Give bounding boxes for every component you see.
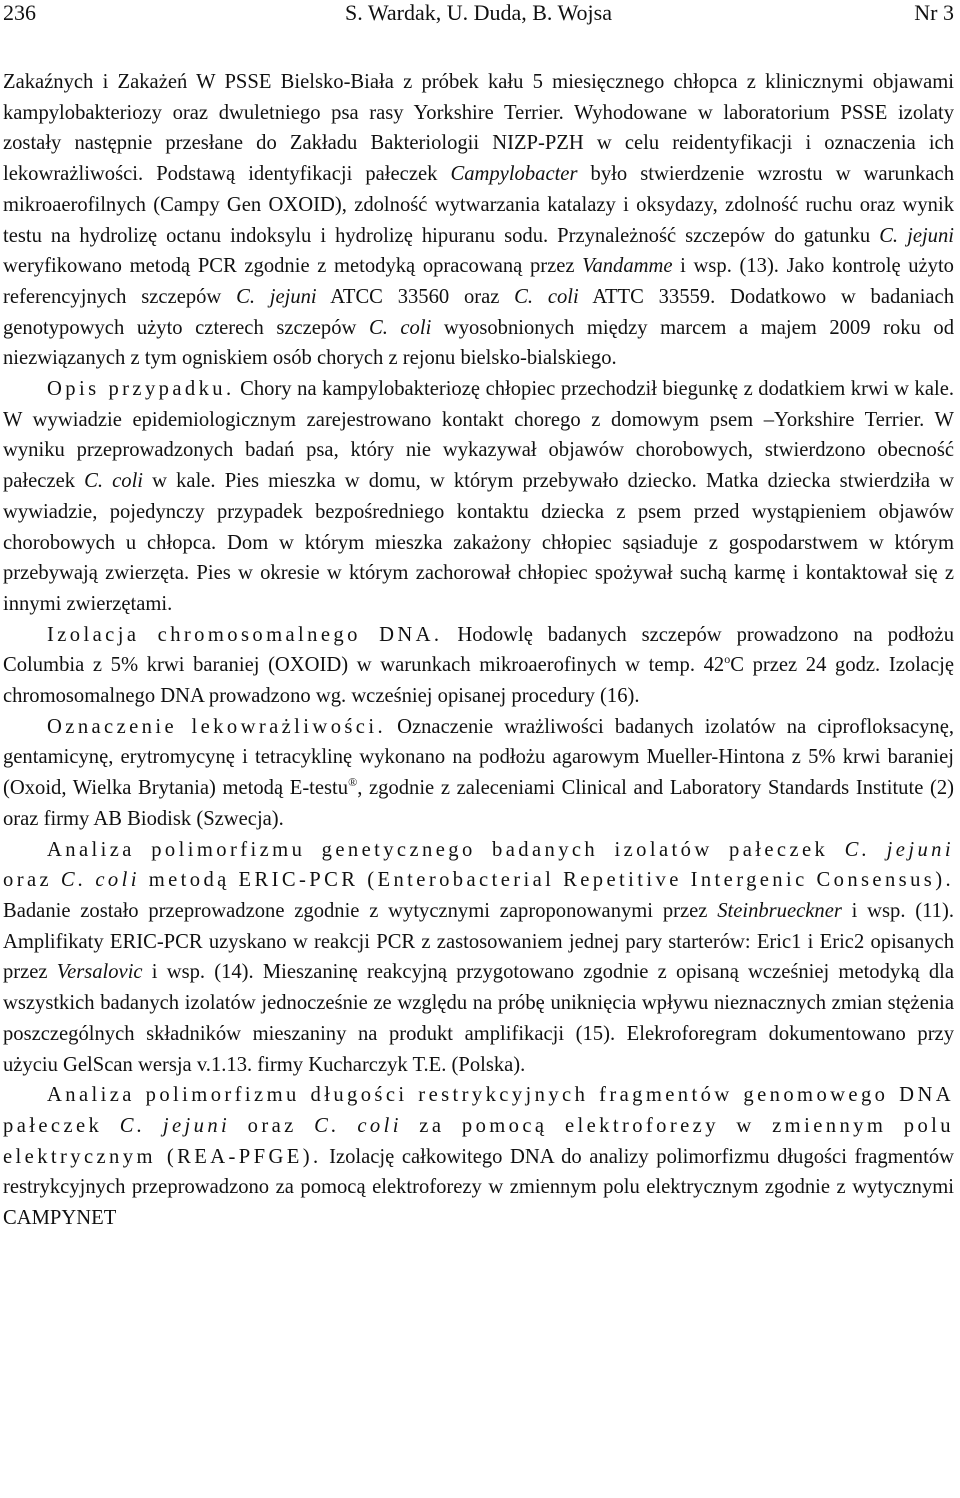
italic-term: Steinbrueckner	[717, 899, 842, 922]
section-heading: C. jejuni	[119, 1114, 231, 1137]
italic-term: Campylobacter	[450, 163, 578, 186]
section-heading: za pomocą elektroforezy w zmiennym polu elektrycznym (REA-PFGE).	[3, 1114, 954, 1168]
text-run: Zakaźnych i Zakażeń W PSSE Bielsko-Biała z próbek kału 5 miesięcznego chłopca z klinicznymi objawami kampylobakteriozy oraz dwuletniego psa rasy Yorkshire Terrier. Wyhodowane w laboratorium PSSE izolaty zostały następnie przesłane do Zakładu Bakteriologii NIZP-PZH w celu reidentyfikacji i oznaczenia ich lekowrażliwości. Podstawą identyfikacji pałeczek	[3, 71, 954, 186]
text-run: Hodowlę badanych szczepów prowadzono na podłożu Columbia z 5% krwi baraniej (OXOID) w warunkach mikroaerofinych w temp. 42	[3, 623, 954, 677]
paragraph-rea-pfge	[3, 1080, 954, 1234]
italic-term: C. coli	[368, 316, 432, 339]
paragraph-oznaczenie-lekowrazliwosci	[3, 712, 954, 835]
body-text	[3, 67, 954, 1234]
text-run: było stwierdzenie wzrostu w warunkach mikroaerofilnych (Campy Gen OXOID), zdolność wytwarzania katalazy i oksydazy, zdolność ruchu oraz wynik testu na hydrolizę octanu indoksylu i hydrolizę hipuranu sodu. Przynależność szczepów do gatunku	[3, 163, 954, 247]
text-run: w kale. Pies mieszka w domu, w którym przebywało dziecko. Matka dziecka stwierdziła w wywiadzie, pojedynczy przypadek bezpośredniego kontaktu dziecka z psem przed wystąpieniem objawów chorobowych u chłopca. Dom w którym mieszka zakażony chłopiec sąsiaduje z gospodarstwem w którym przebywają zwierzęta. Pies w okresie w którym zachorował chłopiec spożywał suchą karmę i kontaktował się z innymi zwierzętami.	[3, 470, 954, 615]
text-run: i wsp. (11). Amplifikaty ERIC-PCR uzyskano w reakcji PCR z zastosowaniem jednej pary starterów: Eric1 i Eric2 opisanych przez	[3, 899, 954, 984]
superscript: ®	[348, 775, 358, 790]
section-heading: Analiza polimorfizmu genetycznego badanych izolatów pałeczek	[47, 838, 845, 861]
text-run: Badanie zostało przeprowadzone zgodnie z wytycznymi zaproponowanymi przez	[3, 899, 718, 922]
running-head	[3, 0, 954, 30]
italic-term: Versalovic	[56, 961, 143, 984]
text-run: C przez 24 godz. Izolację chromosomalnego DNA prowadzono wg. wcześniej opisanej procedury (16).	[3, 654, 954, 708]
section-heading: metodą ERIC-PCR (Enterobacterial Repetitive Intergenic Consensus).	[139, 869, 955, 892]
text-run: Izolację całkowitego DNA do analizy polimorfizmu długości fragmentów restrykcyjnych przeprowadzono za pomocą elektroforezy w zmiennym polu elektrycznym zgodnie z wytycznymi CAMPYNET	[3, 1145, 954, 1230]
text-run: ATTC 33559. Dodatkowo w badaniach genotypowych użyto czterech szczepów	[3, 285, 954, 339]
section-heading: C. coli	[60, 869, 140, 892]
issue-number: Nr 3	[914, 0, 954, 25]
section-heading: C. jejuni	[844, 838, 954, 861]
italic-term: C. coli	[84, 470, 144, 493]
text-run: weryfikowano metodą PCR zgodnie z metodyką opracowaną przez	[3, 255, 583, 278]
italic-term: C. coli	[514, 285, 579, 308]
italic-term: C. jejuni	[236, 285, 317, 308]
running-title-authors: S. Wardak, U. Duda, B. Wojsa	[345, 0, 612, 25]
superscript: o	[724, 652, 731, 667]
text-run: i wsp. (14). Mieszaninę reakcyjną przygotowano zgodnie z opisaną wcześniej metodyką dla wszystkich badanych izolatów jednocześnie ze względu na próbę uniknięcia wpływu nieznacznych zmian stężenia poszczególnych składników mieszaniny na produkt amplifikacji (15). Elekroforegram dokumentowano przy użyciu GelScan wersja v.1.13. firmy Kucharczyk T.E. (Polska).	[3, 961, 954, 1076]
paragraph-eric-pcr	[3, 835, 954, 1081]
section-heading: Oznaczenie lekowrażliwości.	[47, 715, 387, 738]
paragraph-izolacja-dna	[3, 620, 954, 712]
text-run: Chory na kampylobakteriozę chłopiec przechodził biegunkę z dodatkiem krwi w kale. W wywiadzie epidemiologicznym zarejestrowano kontakt chorego z domowym psem –Yorkshire Terrier. W wyniku przeprowadzonych badań psa, który nie wykazywał objawów chorobowych, stwierdzono obecność pałeczek	[3, 378, 954, 493]
section-heading: Izolacja chromosomalnego DNA.	[47, 623, 443, 646]
italic-term: C. jejuni	[879, 224, 954, 247]
paragraph-material	[3, 67, 954, 374]
text-run: i wsp. (13). Jako kontrolę użyto referencyjnych szczepów	[3, 255, 954, 308]
section-heading: Opis przypadku.	[47, 378, 235, 401]
text-run: , zgodnie z zaleceniami Clinical and Laboratory Standards Institute (2) oraz firmy AB Biodisk (Szwecja).	[3, 777, 954, 830]
journal-page	[3, 0, 954, 1234]
text-run: ATCC 33560 oraz	[316, 285, 515, 308]
section-heading: C. coli	[314, 1114, 402, 1137]
section-heading: Analiza polimorfizmu długości restrykcyjnych fragmentów genomowego DNA pałeczek	[3, 1084, 954, 1137]
italic-term: Vandamme	[582, 255, 673, 278]
page-number: 236	[3, 0, 36, 25]
paragraph-opis-przypadku	[3, 374, 954, 620]
section-heading: oraz	[3, 869, 61, 892]
text-run: wyosobnionych między marcem a majem 2009 roku od niezwiązanych z tym ogniskiem osób chorych z rejonu bielsko-bialskiego.	[3, 316, 955, 370]
text-run: Oznaczenie wrażliwości badanych izolatów na ciprofloksacynę, gentamicynę, erytromycynę i tetracyklinę wykonano na podłożu agarowym Mueller-Hintona z 5% krwi baraniej (Oxoid, Wielka Brytania) metodą E-testu	[3, 715, 954, 800]
section-heading: oraz	[230, 1114, 315, 1137]
